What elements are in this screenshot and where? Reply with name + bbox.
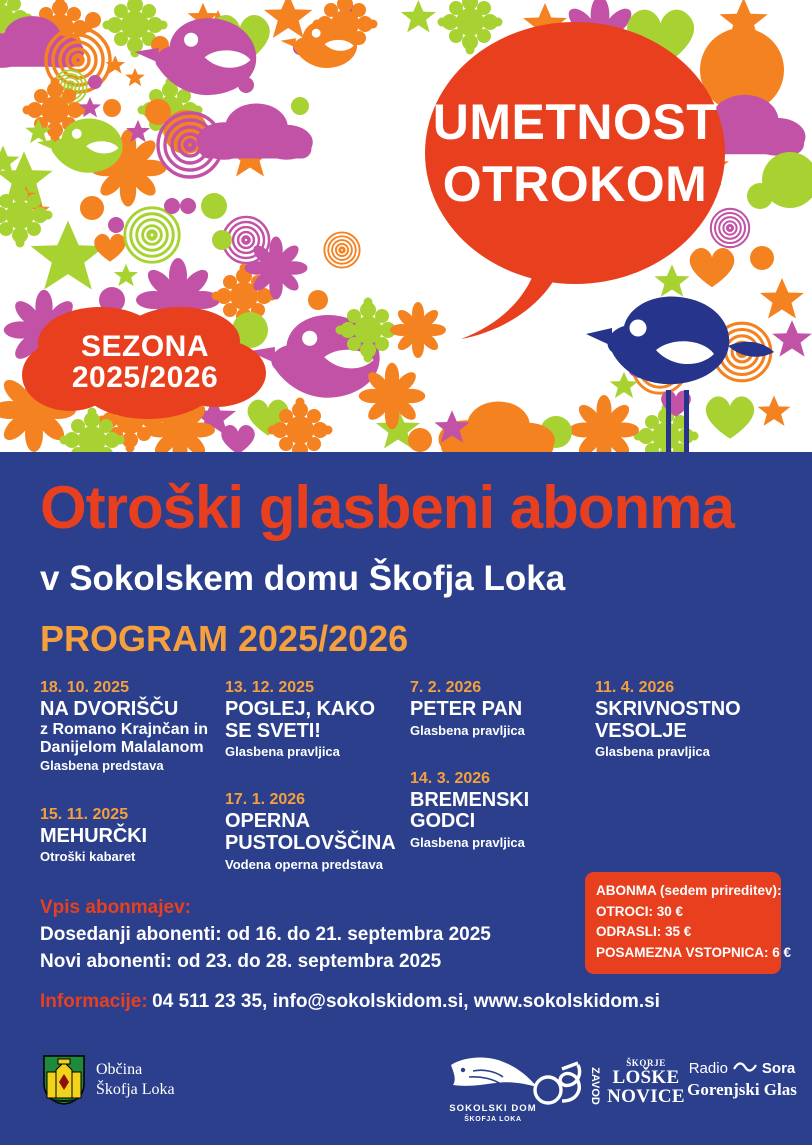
sezona-line1: SEZONA [80,329,209,363]
event-title: NA DVORIŠČU [40,698,179,720]
event-kind: Glasbena pravljica [410,722,525,738]
page-subtitle: v Sokolskem domu Škofja Loka [40,559,566,598]
sezona-line2: 2025/2026 [71,361,219,394]
event-title: MEHURČKI [40,824,147,847]
footer-logos [0,1045,812,1145]
event-date: 15. 11. 2025 [40,805,129,823]
contact-info [40,991,660,1013]
signup-new: Novi abonenti: od 23. do 28. septembra 2025 [40,951,442,973]
signup-heading: Vpis abonmajev: [40,897,191,918]
gorenjski-glas-word: Gorenjski Glas [687,1080,797,1099]
loske-word: LOŠKE [612,1067,680,1088]
radio-sora-row [686,1060,798,1077]
bubble-title-line2: OTROKOM [442,156,708,212]
obcina-line1: Občina [96,1061,143,1078]
sokolski-dom-place: ŠKOFJA LOKA [464,1116,522,1123]
event-date: 14. 3. 2026 [410,769,491,787]
event-performers: z Romano Krajnčan in Danijelom Malalanom [40,720,209,756]
coat-of-arms-icon [42,1054,86,1106]
loske-top-word: ŠKORJE [626,1058,666,1068]
zavod-label: ZAVOD [589,1067,601,1105]
event-kind: Glasbena pravljica [410,835,525,851]
program-column-4 [595,678,781,895]
radio-word: Radio [688,1060,728,1077]
page-title: Otroški glasbeni abonma [40,474,734,541]
price-box [585,872,792,974]
program-event [40,805,211,866]
signup-block [40,896,560,976]
logo-zavod-o93 [532,1055,602,1113]
logo-obcina-skofja-loka [42,1054,175,1106]
wave-icon [733,1060,757,1077]
sora-word: Sora [761,1060,796,1077]
novice-word: NOVICE [607,1086,685,1107]
event-title: OPERNA PUSTOLOVŠČINA [225,810,396,855]
price-heading: ABONMA (sedem prireditev): [596,883,782,898]
logo-loske-novice [600,1058,692,1106]
umetnost-otrokom-bubble [425,22,725,284]
event-kind: Glasbena pravljica [595,744,710,760]
event-date: 7. 2. 2026 [410,679,482,696]
event-date: 11. 4. 2026 [595,679,675,696]
event-title: PETER PAN [410,698,523,720]
event-date: 18. 10. 2025 [40,679,129,696]
program-column-3 [410,678,595,895]
logo-sokolski-dom [443,1053,543,1123]
price-single-ticket: POSAMEZNA VSTOPNICA: 6 € [596,944,792,960]
event-kind: Otroški kabaret [40,849,136,865]
program-event [410,769,581,851]
program-heading: PROGRAM 2025/2026 [40,618,409,659]
obcina-label [96,1060,175,1100]
event-date: 13. 12. 2025 [225,679,314,696]
event-kind: Glasbena predstava [40,758,164,774]
contact-value[interactable]: 04 511 23 35, info@sokolskidom.si, www.sokolskidom.si [152,991,660,1012]
contact-label: Informacije: [40,991,148,1012]
event-title: BREMENSKI GODCI [410,788,530,833]
event-date: 17. 1. 2026 [225,791,306,809]
price-adults: ODRASLI: 35 € [596,924,692,940]
program-column-2 [225,678,410,895]
price-children: OTROCI: 30 € [596,903,684,919]
logo-radio-sora-gorenjski-glas [686,1060,798,1100]
bubble-title-line1: UMETNOST [432,94,718,150]
sezona-bubble [20,303,270,421]
program-column-1 [40,678,225,895]
program-event [410,678,581,739]
program-event [595,678,767,760]
event-title: SKRIVNOSTNO VESOLJE [595,698,741,742]
event-kind: Vodena operna predstava [225,856,383,872]
program-columns [40,678,782,895]
program-event [225,678,396,760]
event-title: POGLEJ, KAKO SE SVETI! [225,698,375,742]
sokolski-dom-name: SOKOLSKI DOM [449,1103,537,1114]
program-event [225,790,396,872]
obcina-line2: Škofja Loka [96,1081,175,1098]
program-event [40,678,211,775]
event-kind: Glasbena pravljica [225,744,340,760]
falcon-icon [443,1084,543,1101]
signup-existing: Dosedanji abonenti: od 16. do 21. septembra 2025 [40,923,491,945]
